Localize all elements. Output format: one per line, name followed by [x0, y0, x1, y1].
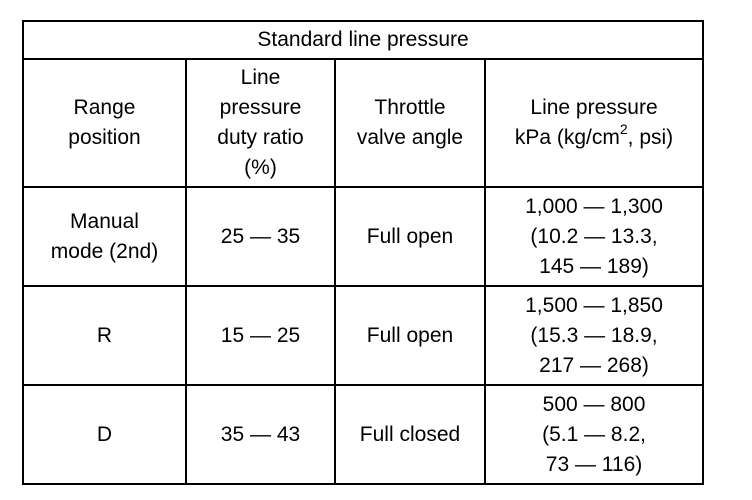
header-duty-ratio: [186, 59, 335, 187]
header-throttle-line: valve angle: [356, 126, 464, 149]
cell-throttle: Full open: [335, 286, 485, 385]
table-header-row: [23, 59, 703, 187]
header-pressure-line: Line pressure: [530, 96, 658, 119]
unit-superscript: 2: [619, 121, 628, 137]
cell-pressure-line: 1,000 — 1,300: [525, 194, 663, 218]
table-row: [23, 187, 703, 286]
header-duty-line: Line: [240, 66, 281, 89]
cell-range: [23, 286, 186, 385]
unit-text: kPa (kg/cm: [514, 126, 620, 149]
cell-range-line: R: [96, 323, 113, 347]
cell-range: [23, 385, 186, 484]
cell-throttle: Full closed: [335, 385, 485, 484]
cell-pressure-line: 500 — 800: [542, 392, 646, 416]
table-title: Standard line pressure: [23, 21, 703, 59]
cell-throttle: Full open: [335, 187, 485, 286]
cell-range-line: mode (2nd): [50, 239, 159, 263]
header-throttle-line: Throttle: [374, 96, 446, 119]
header-duty-line: (%): [244, 156, 277, 179]
cell-pressure-line: 73 — 116): [545, 452, 643, 476]
cell-pressure: [485, 187, 703, 286]
cell-pressure-line: (15.3 — 18.9,: [530, 323, 658, 347]
cell-duty: 25 — 35: [186, 187, 335, 286]
cell-range: [23, 187, 186, 286]
header-pressure-unit: [486, 123, 702, 153]
header-range-line: position: [68, 126, 141, 149]
cell-duty: 35 — 43: [186, 385, 335, 484]
cell-range-line: D: [96, 422, 113, 446]
line-pressure-table: [22, 20, 704, 485]
table-row: [23, 385, 703, 484]
header-throttle-angle: [335, 59, 485, 187]
cell-pressure: [485, 286, 703, 385]
header-line-pressure: [485, 59, 703, 187]
table-title-row: [23, 21, 703, 59]
header-duty-line: pressure: [219, 96, 302, 119]
cell-duty: 15 — 25: [186, 286, 335, 385]
header-range-position: [23, 59, 186, 187]
cell-pressure-line: 1,500 — 1,850: [525, 293, 663, 317]
cell-pressure-line: (5.1 — 8.2,: [542, 422, 646, 446]
header-duty-line: duty ratio: [217, 126, 304, 149]
cell-pressure-line: (10.2 — 13.3,: [530, 224, 658, 248]
cell-pressure: [485, 385, 703, 484]
cell-range-line: Manual: [70, 209, 139, 233]
table-row: [23, 286, 703, 385]
unit-text: , psi): [627, 126, 674, 149]
cell-pressure-line: 217 — 268): [539, 353, 649, 377]
header-range-line: Range: [73, 96, 136, 119]
cell-pressure-line: 145 — 189): [539, 254, 649, 278]
